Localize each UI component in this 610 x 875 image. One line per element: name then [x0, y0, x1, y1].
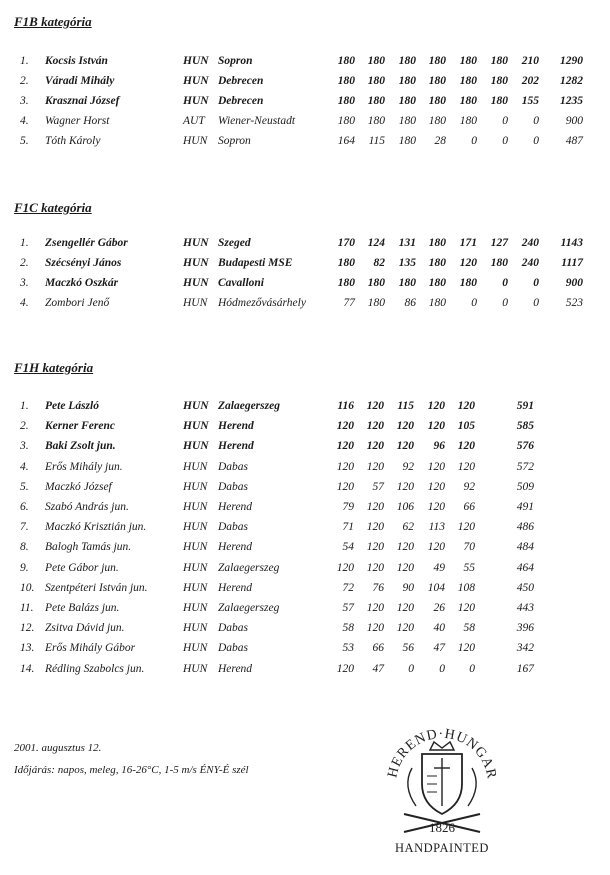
nationality: HUN [183, 460, 208, 473]
round-score: 82 [373, 257, 385, 269]
logo-arc-text: HEREND·HUNGAR [385, 726, 499, 780]
round-score: 180 [337, 257, 355, 269]
club-city: Hódmezővásárhely [218, 297, 306, 309]
round-score: 120 [396, 602, 414, 614]
round-score: 0 [533, 135, 539, 147]
round-score: 0 [439, 662, 445, 675]
logo-caption: HANDPAINTED [395, 841, 489, 855]
competitor-name: Balogh Tamás jun. [45, 541, 132, 554]
round-score: 47 [433, 642, 445, 655]
round-score: 180 [398, 115, 416, 127]
club-city: Dabas [218, 480, 249, 493]
table-row [0, 541, 610, 559]
round-score: 120 [427, 541, 445, 554]
round-score: 71 [342, 521, 354, 534]
total-score: 591 [516, 400, 534, 412]
nationality: HUN [183, 75, 209, 87]
round-score: 120 [457, 642, 475, 655]
rank: 10. [20, 581, 35, 594]
competitor-name: Szabó András jun. [45, 501, 129, 513]
round-score: 115 [397, 400, 414, 412]
club-city: Zalaegerszeg [218, 561, 280, 574]
round-score: 120 [366, 420, 384, 433]
competitor-name: Kerner Ferenc [45, 420, 115, 433]
round-score: 53 [342, 642, 354, 655]
rank: 4. [20, 297, 29, 309]
table-row [0, 420, 610, 438]
total-score: 396 [516, 622, 534, 635]
round-score: 180 [428, 75, 446, 87]
round-score: 105 [457, 420, 475, 433]
club-city: Budapesti MSE [218, 257, 293, 269]
round-score: 40 [433, 622, 445, 635]
total-score: 523 [565, 297, 583, 309]
rank: 5. [20, 135, 29, 147]
competitor-name: Maczkó József [45, 480, 112, 493]
round-score: 135 [398, 257, 416, 269]
round-score: 210 [521, 55, 539, 67]
nationality: HUN [183, 237, 209, 249]
competitor-name: Pete László [45, 400, 99, 412]
nationality: HUN [183, 95, 209, 107]
competitor-name: Pete Balázs jun. [45, 602, 120, 614]
round-score: 120 [366, 501, 384, 513]
round-score: 180 [337, 95, 355, 107]
round-score: 57 [372, 480, 384, 493]
round-score: 120 [396, 561, 414, 574]
competitor-name: Pete Gábor jun. [45, 561, 119, 574]
club-city: Debrecen [218, 75, 264, 87]
round-score: 120 [396, 622, 414, 635]
round-score: 0 [408, 662, 414, 675]
total-score: 576 [516, 440, 534, 453]
rank: 14. [20, 662, 35, 675]
round-score: 180 [459, 75, 477, 87]
table-row [0, 75, 610, 93]
round-score: 58 [342, 622, 354, 635]
round-score: 180 [428, 297, 446, 309]
total-score: 491 [516, 501, 534, 513]
round-score: 240 [521, 237, 539, 249]
round-score: 120 [366, 561, 384, 574]
competitor-name: Tóth Károly [45, 135, 101, 147]
round-score: 202 [521, 75, 539, 87]
round-score: 104 [427, 581, 445, 594]
herend-crest-icon [382, 706, 502, 856]
round-score: 120 [457, 400, 475, 412]
round-score: 26 [433, 602, 445, 614]
round-score: 96 [433, 440, 445, 453]
rank: 6. [20, 501, 29, 513]
club-city: Zalaegerszeg [218, 400, 280, 412]
round-score: 0 [471, 297, 477, 309]
rank: 3. [20, 95, 29, 107]
round-score: 180 [367, 55, 385, 67]
round-score: 106 [396, 501, 414, 513]
total-score: 585 [516, 420, 534, 433]
round-score: 180 [428, 115, 446, 127]
total-score: 342 [516, 642, 534, 655]
round-score: 120 [366, 400, 384, 412]
rank: 13. [20, 642, 35, 655]
round-score: 180 [428, 257, 446, 269]
round-score: 55 [463, 561, 475, 574]
club-city: Sopron [218, 135, 251, 147]
round-score: 180 [459, 277, 477, 289]
round-score: 170 [337, 237, 355, 249]
rank: 3. [20, 440, 29, 453]
nationality: HUN [183, 541, 208, 554]
round-score: 180 [490, 75, 508, 87]
round-score: 0 [533, 115, 539, 127]
rank: 1. [20, 400, 29, 412]
round-score: 164 [337, 135, 355, 147]
total-score: 486 [516, 521, 534, 534]
round-score: 72 [342, 581, 354, 594]
club-city: Dabas [218, 622, 249, 635]
nationality: HUN [183, 297, 208, 309]
round-score: 113 [428, 521, 445, 534]
nationality: HUN [183, 277, 209, 289]
club-city: Dabas [218, 642, 249, 655]
weather-info: Időjárás: napos, meleg, 16-26°C, 1-5 m/s ÉNY-É szél [14, 764, 249, 776]
round-score: 180 [398, 277, 416, 289]
nationality: HUN [183, 501, 208, 513]
club-city: Szeged [218, 237, 251, 249]
round-score: 90 [402, 581, 414, 594]
table-row [0, 602, 610, 620]
round-score: 180 [459, 55, 477, 67]
round-score: 108 [457, 581, 475, 594]
round-score: 120 [396, 440, 414, 453]
round-score: 180 [490, 257, 508, 269]
rank: 11. [20, 602, 34, 614]
total-score: 1235 [560, 95, 583, 107]
club-city: Herend [218, 581, 253, 594]
total-score: 509 [516, 480, 534, 493]
event-date: 2001. augusztus 12. [14, 742, 102, 754]
round-score: 0 [469, 662, 475, 675]
round-score: 62 [402, 521, 414, 534]
nationality: HUN [183, 521, 208, 534]
round-score: 180 [428, 95, 446, 107]
club-city: Herend [218, 501, 253, 513]
competitor-name: Zombori Jenő [45, 297, 110, 309]
round-score: 120 [396, 480, 414, 493]
round-score: 180 [398, 135, 416, 147]
rank: 8. [20, 541, 29, 554]
table-row [0, 257, 610, 275]
table-row [0, 135, 610, 153]
total-score: 167 [516, 662, 534, 675]
round-score: 120 [366, 440, 384, 453]
rank: 2. [20, 257, 29, 269]
club-city: Dabas [218, 521, 249, 534]
rank: 4. [20, 115, 29, 127]
competitor-name: Erős Mihály Gábor [45, 642, 136, 655]
nationality: HUN [183, 420, 209, 433]
rank: 1. [20, 237, 29, 249]
round-score: 77 [343, 297, 355, 309]
club-city: Herend [218, 541, 253, 554]
round-score: 180 [428, 55, 446, 67]
round-score: 180 [459, 115, 477, 127]
rank: 1. [20, 55, 29, 67]
competitor-name: Váradi Mihály [45, 75, 115, 87]
competitor-name: Zsengellér Gábor [45, 237, 128, 249]
round-score: 180 [337, 55, 355, 67]
round-score: 66 [463, 501, 475, 513]
table-row [0, 440, 610, 458]
round-score: 180 [490, 95, 508, 107]
total-score: 487 [565, 135, 583, 147]
competitor-name: Wagner Horst [45, 115, 110, 127]
nationality: HUN [183, 257, 209, 269]
club-city: Debrecen [218, 95, 264, 107]
nationality: HUN [183, 642, 208, 655]
category-title: F1H kategória [14, 360, 94, 375]
round-score: 120 [366, 521, 384, 534]
round-score: 120 [366, 541, 384, 554]
round-score: 240 [521, 257, 539, 269]
table-row [0, 562, 610, 580]
competitor-name: Kocsis István [45, 55, 108, 67]
table-row [0, 400, 610, 418]
round-score: 180 [367, 277, 385, 289]
rank: 3. [20, 277, 29, 289]
round-score: 86 [404, 297, 416, 309]
club-city: Herend [218, 420, 254, 433]
total-score: 572 [516, 460, 534, 473]
table-row [0, 663, 610, 681]
rank: 4. [20, 460, 29, 473]
competitor-name: Szécsényi János [45, 257, 122, 269]
category-title: F1B kategória [14, 14, 92, 29]
round-score: 0 [533, 297, 539, 309]
round-score: 180 [428, 237, 446, 249]
round-score: 180 [398, 95, 416, 107]
table-row [0, 115, 610, 133]
round-score: 120 [336, 662, 354, 675]
round-score: 0 [471, 135, 477, 147]
herend-logo [382, 706, 502, 856]
table-row [0, 95, 610, 113]
round-score: 180 [398, 55, 416, 67]
svg-text:HEREND·HUNGARY [382, 706, 499, 780]
table-row [0, 622, 610, 640]
nationality: HUN [183, 602, 208, 614]
competitor-name: Rédling Szabolcs jun. [45, 662, 145, 675]
round-score: 120 [427, 400, 445, 412]
table-row [0, 521, 610, 539]
table-row [0, 461, 610, 479]
club-city: Dabas [218, 460, 249, 473]
round-score: 120 [457, 521, 475, 534]
round-score: 116 [337, 400, 354, 412]
round-score: 70 [463, 541, 475, 554]
nationality: HUN [183, 135, 208, 147]
total-score: 900 [565, 277, 583, 289]
round-score: 47 [372, 662, 384, 675]
nationality: HUN [183, 440, 209, 453]
round-score: 120 [336, 440, 354, 453]
round-score: 120 [336, 561, 354, 574]
table-row [0, 582, 610, 600]
round-score: 180 [337, 277, 355, 289]
table-row [0, 481, 610, 499]
round-score: 180 [367, 297, 385, 309]
round-score: 180 [490, 55, 508, 67]
nationality: AUT [183, 115, 205, 127]
round-score: 180 [337, 115, 355, 127]
round-score: 180 [367, 75, 385, 87]
total-score: 1117 [561, 257, 583, 269]
rank: 12. [20, 622, 35, 635]
round-score: 127 [490, 237, 508, 249]
round-score: 180 [428, 277, 446, 289]
round-score: 120 [457, 440, 475, 453]
round-score: 120 [427, 460, 445, 473]
round-score: 120 [366, 460, 384, 473]
club-city: Zalaegerszeg [218, 602, 280, 614]
total-score: 484 [516, 541, 534, 554]
round-score: 57 [342, 602, 354, 614]
round-score: 180 [459, 95, 477, 107]
total-score: 1282 [560, 75, 583, 87]
round-score: 120 [396, 541, 414, 554]
total-score: 443 [516, 602, 534, 614]
table-row [0, 277, 610, 295]
round-score: 120 [427, 480, 445, 493]
nationality: HUN [183, 480, 208, 493]
round-score: 0 [502, 115, 508, 127]
round-score: 79 [342, 501, 354, 513]
round-score: 115 [368, 135, 385, 147]
round-score: 120 [457, 460, 475, 473]
round-score: 0 [502, 277, 508, 289]
round-score: 0 [502, 297, 508, 309]
round-score: 66 [372, 642, 384, 655]
total-score: 464 [516, 561, 534, 574]
round-score: 56 [402, 642, 414, 655]
competitor-name: Szentpéteri István jun. [45, 581, 148, 594]
total-score: 450 [516, 581, 534, 594]
round-score: 120 [336, 420, 354, 433]
table-row [0, 237, 610, 255]
nationality: HUN [183, 400, 209, 412]
round-score: 0 [533, 277, 539, 289]
round-score: 171 [459, 237, 477, 249]
round-score: 120 [457, 602, 475, 614]
club-city: Herend [218, 440, 254, 453]
round-score: 49 [433, 561, 445, 574]
round-score: 92 [402, 460, 414, 473]
round-score: 131 [398, 237, 416, 249]
rank: 2. [20, 75, 29, 87]
round-score: 124 [367, 237, 385, 249]
round-score: 120 [336, 460, 354, 473]
competitor-name: Zsitva Dávid jun. [45, 622, 125, 635]
rank: 2. [20, 420, 29, 433]
club-city: Sopron [218, 55, 253, 67]
nationality: HUN [183, 662, 208, 675]
round-score: 180 [367, 95, 385, 107]
nationality: HUN [183, 55, 209, 67]
rank: 9. [20, 561, 29, 574]
table-row [0, 501, 610, 519]
nationality: HUN [183, 622, 208, 635]
total-score: 1143 [560, 237, 583, 249]
nationality: HUN [183, 581, 208, 594]
round-score: 120 [366, 622, 384, 635]
round-score: 120 [427, 420, 445, 433]
round-score: 54 [342, 541, 354, 554]
round-score: 120 [459, 257, 477, 269]
round-score: 120 [396, 420, 414, 433]
total-score: 900 [565, 115, 583, 127]
club-city: Wiener-Neustadt [218, 115, 296, 127]
logo-year: 1826 [429, 820, 455, 835]
round-score: 92 [463, 480, 475, 493]
category-title: F1C kategória [14, 200, 92, 215]
round-score: 120 [366, 602, 384, 614]
round-score: 58 [463, 622, 475, 635]
round-score: 28 [434, 135, 446, 147]
round-score: 0 [502, 135, 508, 147]
round-score: 180 [398, 75, 416, 87]
club-city: Cavalloni [218, 277, 265, 289]
nationality: HUN [183, 561, 208, 574]
competitor-name: Baki Zsolt jun. [45, 440, 116, 453]
competitor-name: Erős Mihály jun. [45, 460, 123, 473]
table-row [0, 297, 610, 315]
round-score: 155 [521, 95, 539, 107]
table-row [0, 642, 610, 660]
club-city: Herend [218, 662, 253, 675]
total-score: 1290 [560, 55, 583, 67]
round-score: 120 [336, 480, 354, 493]
rank: 5. [20, 480, 29, 493]
round-score: 180 [337, 75, 355, 87]
round-score: 180 [367, 115, 385, 127]
competitor-name: Maczkó Oszkár [45, 277, 119, 289]
round-score: 76 [372, 581, 384, 594]
rank: 7. [20, 521, 29, 534]
table-row [0, 55, 610, 73]
competitor-name: Maczkó Krisztián jun. [45, 521, 147, 534]
round-score: 120 [427, 501, 445, 513]
competitor-name: Krasznai József [45, 95, 120, 107]
